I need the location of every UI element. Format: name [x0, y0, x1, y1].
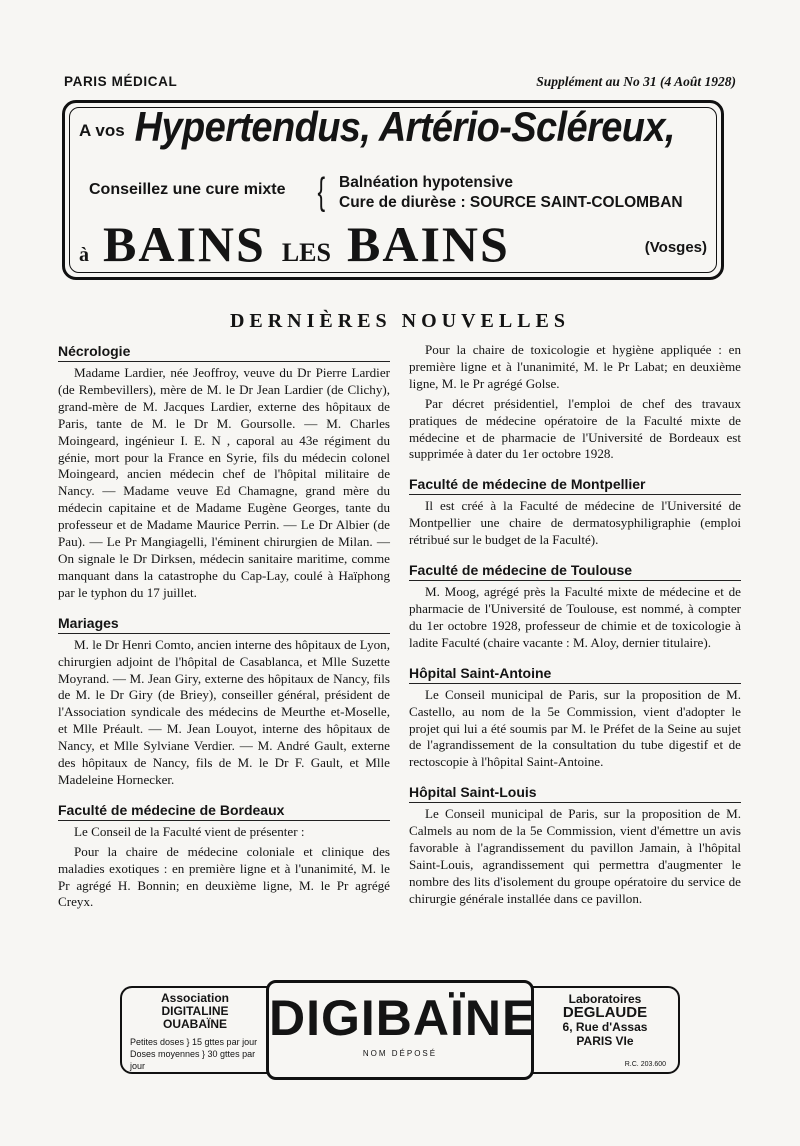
- ad-les: LES: [281, 238, 331, 267]
- ad-assoc-line: DIGITALINE: [161, 1004, 229, 1018]
- right-column: [409, 342, 741, 916]
- paragraph: Le Conseil municipal de Paris, sur la proposition de M. Calmels au nom de la 5e Commission, vient d'émettre un avis favorable à l'agrandissement du pavillon Jamain, à l'hôpital Saint-Louis, agrandissement qui permettra d'augmenter le nombre des lits d'isolement du groupe opératoire du service de chirurgie générale installée dans ce pavillon.: [409, 806, 741, 906]
- left-column: [58, 342, 390, 919]
- paragraph: Pour la chaire de médecine coloniale et clinique des maladies exotiques : en première ligne et à l'unanimité, M. le Pr agrégé H. Bonnin; en deuxième ligne, M. le Pr agrégé Creyx.: [58, 843, 390, 910]
- ad-brand-panel: [266, 980, 537, 1080]
- paragraph: Par décret présidentiel, l'emploi de chef des travaux pratiques de médecine opératoire de la Faculté mixte de médecine et de pharmacie de l'Université de Bordeaux est supprimée à dater du 1er octobre 1928.: [409, 395, 741, 462]
- section-toulouse: [409, 561, 741, 652]
- section-saint-louis: [409, 783, 741, 907]
- paragraph: Le Conseil de la Faculté vient de présenter :: [74, 823, 305, 839]
- ad-right-panel: [530, 986, 680, 1074]
- ad-a: à: [79, 244, 89, 266]
- issue-info: Supplément au No 31 (4 Août 1928): [536, 74, 736, 89]
- advertisement-digibaine: [120, 980, 680, 1080]
- ad-dose-medium: Doses moyennes } 30 gttes par jour: [130, 1049, 256, 1071]
- ad-assoc-line: OUABAÏNE: [162, 1017, 227, 1031]
- journal-name: PARIS MÉDICAL: [64, 74, 178, 89]
- section-heading: Hôpital Saint-Antoine: [409, 664, 741, 684]
- ad-left-panel: [120, 986, 270, 1074]
- section-bordeaux: [58, 801, 390, 912]
- section-heading: Hôpital Saint-Louis: [409, 783, 741, 803]
- ad-headline-row: [79, 104, 675, 152]
- ad-cure-lines: [339, 173, 683, 213]
- ad-brace-icon: {: [317, 171, 326, 213]
- paragraph: Le Conseil municipal de Paris, sur la proposition de M. Castello, au nom de la 5e Commission, vient d'adopter le projet qui lui a été soumis par M. le Préfet de la Seine au sujet de l'agrandissement de la consultation du tube digestif et de rectoscopie à l'hôpital Saint-Antoine.: [409, 686, 741, 770]
- section-heading: Nécrologie: [58, 342, 390, 362]
- ad-association: [122, 992, 268, 1031]
- ad-bains-2: BAINS: [347, 216, 510, 272]
- section-mariages: [58, 614, 390, 789]
- paragraph: Il est créé à la Faculté de médecine de l'Université de Montpellier une chaire de dermatosyphiligraphie (emploi rétribué sur le budget de la Faculté).: [409, 498, 741, 548]
- ad-a-vos: A vos: [79, 121, 125, 140]
- ad-lab-street: 6, Rue d'Assas: [562, 1020, 648, 1034]
- ad-lab-name: DEGLAUDE: [562, 1004, 648, 1021]
- ad-nom-depose: NOM DÉPOSÉ: [362, 1049, 438, 1058]
- advertisement-bains-les-bains: [62, 100, 724, 280]
- ad-vosges: (Vosges): [644, 239, 707, 256]
- ad-assoc-line: Association: [160, 991, 229, 1005]
- section-heading: Mariages: [58, 614, 390, 634]
- ad-line-balneation: Balnéation hypotensive: [339, 174, 513, 191]
- paragraph: M. Moog, agrégé près la Faculté mixte de médecine et de pharmacie de l'Université de Toulouse, est nommé, à compter du 1er octobre 1928, professeur de chimie et de toxicologie à ladite Faculté (chaire vacante : M. Aloy, dernier titulaire).: [409, 584, 741, 650]
- paragraph: Madame Lardier, née Jeoffroy, veuve du Dr Pierre Lardier (de Rembevillers), mère de M. le Dr Jean Lardier (de Clichy), grand-mère de M. Jacques Lardier, externe des hôpitaux de Paris, tante de M. le Dr M. Goursolle. — M. Charles Moingeard, ingénieur I. E. N , caporal au 43e régiment du génie, mort pour la France en Syrie, fils du médecin colonel Moingeard, ancien médecin chef de l'hôpital militaire de Nancy. — Madame veuve Ed Chamagne, grand mère du médecin capitaine et de Madame Eugène Georges, tante du professeur et de Madame Maurice Perrin. — Le Dr Albier (de Pau). — Le Pr Mangiagelli, l'éminent chirurgien de Milan. — On signale le Dr Dirksen, médecin sanitaire maritime, comme manquant dans la catastrophe du Cap-Lay, coulé à Haïphong par le typhon du 17 juillet.: [58, 365, 390, 600]
- paragraph: Pour la chaire de toxicologie et hygiène appliquée : en première ligne et à l'unanimité, M. le Pr Labat; en deuxième ligne, M. le Pr agrégé Golse.: [409, 342, 741, 391]
- section-bordeaux-continued: [409, 342, 741, 463]
- ad-lab-city: PARIS VIe: [576, 1034, 634, 1048]
- ad-conseillez: Conseillez une cure mixte: [89, 181, 286, 198]
- ad-brand-name: DIGIBAÏNE: [269, 990, 537, 1046]
- section-heading: Faculté de médecine de Montpellier: [409, 475, 741, 495]
- section-necrologie: [58, 342, 390, 602]
- ad-lab-label: Laboratoires: [568, 992, 642, 1006]
- ad-dosage: [130, 1036, 268, 1072]
- ad-registration: R.C. 203.600: [624, 1061, 666, 1068]
- running-header: [62, 74, 738, 94]
- paragraph: M. le Dr Henri Comto, ancien interne des hôpitaux de Lyon, chirurgien adjoint de l'hôpital de Casablanca, et Mlle Suzette Moyrand. — M. Jean Giry, externe des hôpitaux de Nancy, fils de M. le Dr Giry (de Briey), conseiller général, président de l'Association syndicale des médecins de Meurthe et-Moselle, et Mlle Préault. — M. Jean Louyot, interne des hôpitaux de Nancy, et Mlle Sylviane Verdier. — M. André Gault, externe des hôpitaux de Nancy, fils de M. le Dr F. Gault, et Mlle Madeleine Hornecker.: [58, 636, 390, 787]
- ad-bains-1: BAINS: [103, 216, 266, 272]
- page-title: DERNIÈRES NOUVELLES: [229, 310, 571, 332]
- section-saint-antoine: [409, 664, 741, 772]
- ad-laboratory: [532, 992, 678, 1048]
- ad-dose-small: Petites doses } 15 gttes par jour: [130, 1037, 258, 1047]
- ad-resort-name: [79, 215, 510, 273]
- ad-line-diurese: Cure de diurèse : SOURCE SAINT-COLOMBAN: [339, 194, 683, 211]
- section-montpellier: [409, 475, 741, 549]
- section-heading: Faculté de médecine de Bordeaux: [58, 801, 390, 821]
- section-heading: Faculté de médecine de Toulouse: [409, 561, 741, 581]
- ad-headline: Hypertendus, Artério-Scléreux,: [134, 104, 675, 152]
